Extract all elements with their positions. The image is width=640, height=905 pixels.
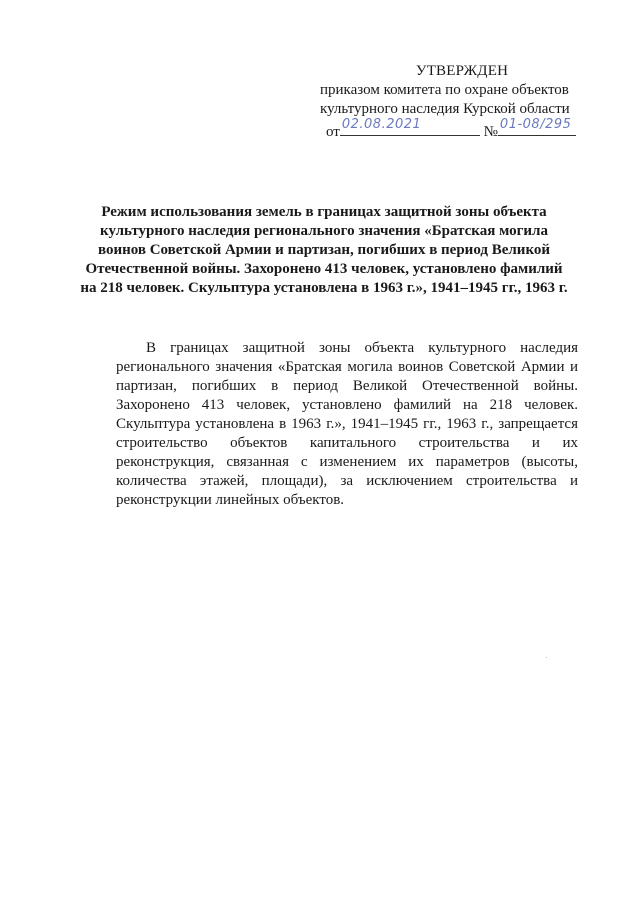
number-label: № xyxy=(483,124,498,140)
number-field xyxy=(498,119,576,136)
approval-block xyxy=(320,62,610,119)
handwritten-number: 01-08/295 xyxy=(499,117,572,132)
handwritten-date: 02.08.2021 xyxy=(341,117,422,132)
body-paragraph: В границах защитной зоны объекта культурного наследия регионального значения «Братская могила воинов Советской Армии и партизан, погибших в период Великой Отечественной войны. Захоронено 413 человек, установлено фамилий на 218 человек. Скульптура установлена в 1963 г.», 1941–1945 гг., 1963 г., запрещается строительство объектов капитального строительства и их реконструкция, связанная с изменением их параметров (высоты, количества этажей, площади), за исключением строительства и реконструкции линейных объектов. xyxy=(116,340,578,508)
document-heading: Режим использования земель в границах защитной зоны объекта культурного наследия регионального значения «Братская могила воинов Советской Армии и партизан, погибших в период Великой Отечественной войны. Захоронено 413 человек, установлено фамилий на 218 человек. Скульптура установлена в 1963 г.», 1941–1945 гг., 1963 г. xyxy=(80,204,568,296)
scan-speck xyxy=(546,657,547,658)
approval-line-1: приказом комитета по охране объектов xyxy=(320,82,569,98)
from-label: от xyxy=(326,124,340,140)
approval-line-2: культурного наследия Курской области xyxy=(320,101,570,117)
approval-title: УТВЕРЖДЕН xyxy=(415,63,509,79)
approval-date-number-line xyxy=(326,119,576,142)
date-field xyxy=(340,119,480,136)
